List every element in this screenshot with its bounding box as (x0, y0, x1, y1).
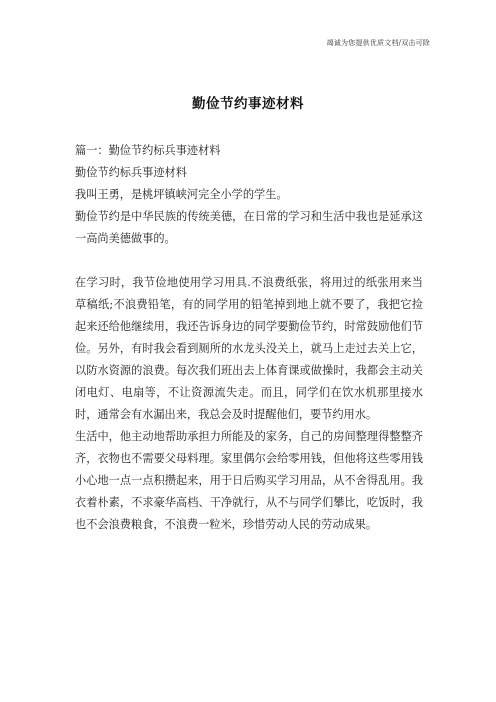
paragraph-life: 生活中，他主动地帮助承担力所能及的家务，自己的房间整理得整整齐齐，衣物也不需要父母料理。家里偶尔会给零用钱，但他将这些零用钱小心地一点一点积攒起来，用于日后购买学习用品，从不舍得乱用。我衣着朴素，不求豪华高档、干净就行，从不与同学们攀比，吃饭时，我也不会浪费粮食，不浪费一粒米，珍惜劳动人民的劳动成果。 (75, 430, 423, 531)
header-note: 竭诚为您提供优质文档/双击可除 (326, 39, 430, 47)
paragraph-virtue: 勤俭节约是中华民族的传统美德，在日常的学习和生活中我也是延承这一高尚美德做事的。 (75, 210, 423, 245)
document-title: 勤俭节约事迹材料 (192, 96, 304, 112)
document-body (75, 140, 423, 536)
subheading: 勤俭节约标兵事迹材料 (75, 166, 187, 179)
paragraph-gap (75, 250, 423, 272)
paragraph-study: 在学习时，我节俭地使用学习用具.不浪费纸张，将用过的纸张用来当草稿纸;不浪费铅笔，有的同学用的铅笔掉到地上就不要了，我把它捡起来还给他继续用，我还告诉身边的同学要勤俭节约，时常鼓励他们节俭。另外，有时我会看到厕所的水龙头没关上，就马上走过去关上它，以防水资源的浪费。每次我们班出去上体育课或做操时，我都会主动关闭电灯、电扇等，不让资源流失走。而且，同学们在饮水机那里接水时，通常会有水漏出来，我总会及时提醒他们，要节约用水。 (75, 276, 423, 421)
paragraph-intro: 我叫王勇，是桃坪镇峡河完全小学的学生。 (75, 188, 288, 201)
section-heading: 篇一：勤俭节约标兵事迹材料 (75, 144, 221, 157)
